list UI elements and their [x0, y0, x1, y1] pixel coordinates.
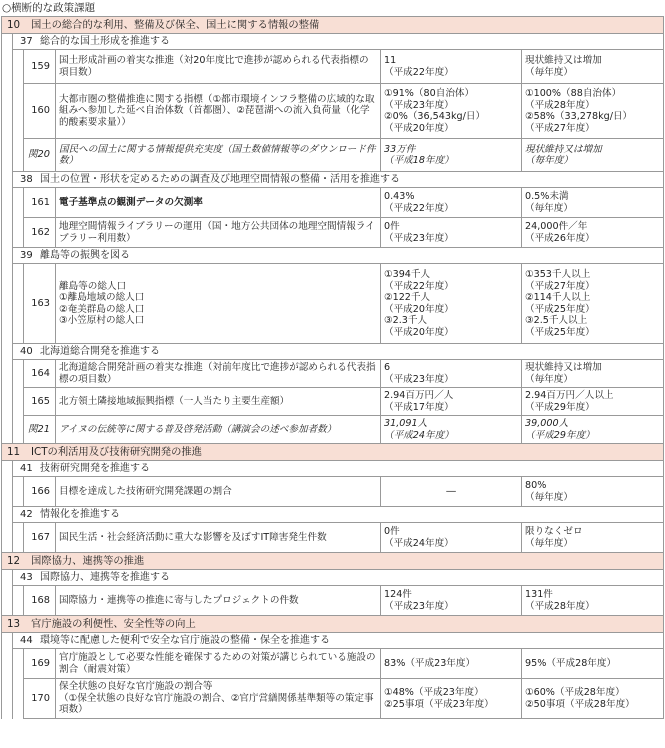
policy-number: 39	[20, 249, 33, 261]
policy-row	[2, 248, 664, 264]
baseline-value: 2.94百万円／人 （平成17年度）	[381, 388, 522, 416]
indicator-description: 地理空間情報ライブラリーの運用（国・地方公共団体の地理空間情報ライブラリー利用数）	[56, 218, 381, 248]
indicator-description: 国民への国土に関する情報提供充実度（国土数値情報等のダウンロード件数）	[56, 139, 381, 172]
policy-number: 40	[20, 345, 33, 357]
target-value: 現状維持又は増加 （毎年度）	[522, 360, 664, 388]
target-value: 0.5%未満 （毎年度）	[522, 188, 664, 218]
policy-title: 国際協力、連携等を推進する	[40, 571, 170, 583]
policy-row	[2, 570, 664, 586]
indicator-number: 170	[24, 679, 56, 719]
indicator-row	[2, 50, 664, 84]
policy-row	[2, 507, 664, 523]
baseline-value: 6 （平成23年度）	[381, 360, 522, 388]
policy-number: 38	[20, 173, 33, 185]
indicator-number: 163	[24, 264, 56, 344]
target-value: 現状維持又は増加 （毎年度）	[522, 139, 664, 172]
indicator-description: 官庁施設として必要な性能を確保するための対策が講じられている施設の割合（耐震対策）	[56, 649, 381, 679]
policy-row	[2, 633, 664, 649]
indicator-number: 160	[24, 84, 56, 139]
page-title: ○横断的な政策課題	[2, 2, 96, 14]
section-row	[2, 444, 664, 461]
target-value: 39,000人 （平成29年度）	[522, 416, 664, 444]
indicator-number: 167	[24, 523, 56, 553]
policy-row	[2, 344, 664, 360]
section-title: 国際協力、連携等の推進	[31, 554, 145, 567]
indicator-row	[2, 218, 664, 248]
indicator-number: 165	[24, 388, 56, 416]
indicator-number: 169	[24, 649, 56, 679]
indicator-row	[2, 649, 664, 679]
baseline-value: 0.43% （平成22年度）	[381, 188, 522, 218]
baseline-value: ①394千人 （平成22年度） ②122千人 （平成20年度） ③2.3千人 （平成20年度）	[381, 264, 522, 344]
policy-title: 環境等に配慮した便利で安全な官庁施設の整備・保全を推進する	[40, 634, 330, 646]
baseline-value: 11 （平成22年度）	[381, 50, 522, 84]
policy-number: 44	[20, 634, 33, 646]
indicator-row	[2, 84, 664, 139]
target-value: ①100%（88自治体） （平成28年度） ②58%（33,278kg/日） （平成27年度）	[522, 84, 664, 139]
section-number: 10	[7, 18, 21, 31]
target-value: 2.94百万円／人以上 （平成29年度）	[522, 388, 664, 416]
target-value: 24,000件／年 （平成26年度）	[522, 218, 664, 248]
section-row	[2, 17, 664, 34]
baseline-value: 0件 （平成23年度）	[381, 218, 522, 248]
section-title: 国土の総合的な利用、整備及び保全、国土に関する情報の整備	[31, 18, 320, 31]
indicator-row	[2, 586, 664, 616]
policy-title: 離島等の振興を図る	[40, 249, 130, 261]
section-number: 13	[7, 617, 21, 630]
indicator-description: 大都市圏の整備推進に関する指標（①都市環境インフラ整備の広域的な取組みへ参加した延べ自治体数（首都圏）、②琵琶湖への流入負荷量（化学的酸素要求量））	[56, 84, 381, 139]
baseline-value: ①91%（80自治体） （平成23年度） ②0%（36,543kg/日） （平成20年度）	[381, 84, 522, 139]
indicator-row	[2, 264, 664, 344]
section-number: 11	[7, 445, 21, 458]
indicator-description: 国土形成計画の着実な推進（対20年度比で進捗が認められる代表指標の項目数）	[56, 50, 381, 84]
section-row	[2, 553, 664, 570]
indicator-number: 161	[24, 188, 56, 218]
indicator-description: アイヌの伝統等に関する普及啓発活動（講演会の述べ参加者数）	[56, 416, 381, 444]
baseline-value: 124件 （平成23年度）	[381, 586, 522, 616]
target-value: 131件 （平成28年度）	[522, 586, 664, 616]
indicator-row	[2, 188, 664, 218]
indicator-number: 168	[24, 586, 56, 616]
policy-table	[1, 16, 664, 719]
indicator-description: 目標を達成した技術研究開発課題の割合	[56, 477, 381, 507]
section-title: 官庁施設の利便性、安全性等の向上	[31, 617, 196, 630]
target-value: 95%（平成28年度）	[522, 649, 664, 679]
baseline-value: 33万件 （平成18年度）	[381, 139, 522, 172]
policy-number: 42	[20, 508, 33, 520]
policy-title: 北海道総合開発を推進する	[40, 345, 160, 357]
baseline-value: ①48%（平成23年度） ②25事項（平成23年度）	[381, 679, 522, 719]
indicator-row	[2, 679, 664, 719]
indicator-row	[2, 360, 664, 388]
target-value: 80% （毎年度）	[522, 477, 664, 507]
section-number: 12	[7, 554, 21, 567]
indicator-row	[2, 477, 664, 507]
indicator-row	[2, 416, 664, 444]
target-value: ①60%（平成28年度） ②50事項（平成28年度）	[522, 679, 664, 719]
indicator-description: 国際協力・連携等の推進に寄与したプロジェクトの件数	[56, 586, 381, 616]
indicator-number: 164	[24, 360, 56, 388]
indicator-number: 159	[24, 50, 56, 84]
policy-row	[2, 34, 664, 50]
policy-title: 総合的な国土形成を推進する	[40, 35, 170, 47]
section-title: ICTの利活用及び技術研究開発の推進	[31, 445, 202, 458]
policy-title: 技術研究開発を推進する	[40, 462, 150, 474]
indicator-row	[2, 388, 664, 416]
policy-row	[2, 461, 664, 477]
policy-title: 国土の位置・形状を定めるための調査及び地理空間情報の整備・活用を推進する	[40, 173, 400, 185]
policy-number: 43	[20, 571, 33, 583]
indicator-description: 北方領土隣接地域振興指標（一人当たり主要生産額）	[56, 388, 381, 416]
indicator-number: 関20	[24, 139, 56, 172]
baseline-value: 0件 （平成24年度）	[381, 523, 522, 553]
target-value: 現状維持又は増加 （毎年度）	[522, 50, 664, 84]
indicator-description: 電子基準点の観測データの欠測率	[56, 188, 381, 218]
indicator-row	[2, 523, 664, 553]
target-value: 限りなくゼロ （毎年度）	[522, 523, 664, 553]
section-row	[2, 616, 664, 633]
baseline-value: 31,091人 （平成24年度）	[381, 416, 522, 444]
indicator-description: 保全状態の良好な官庁施設の割合等 （①保全状態の良好な官庁施設の割合、②官庁営繕関係基準類等の策定事項数）	[56, 679, 381, 719]
baseline-value: 83%（平成23年度）	[381, 649, 522, 679]
indicator-description: 北海道総合開発計画の着実な推進（対前年度比で進捗が認められる代表指標の項目数）	[56, 360, 381, 388]
indicator-number: 166	[24, 477, 56, 507]
baseline-value: ―	[381, 477, 522, 507]
policy-row	[2, 172, 664, 188]
indicator-number: 162	[24, 218, 56, 248]
target-value: ①353千人以上 （平成27年度） ②114千人以上 （平成25年度） ③2.5千人以上 （平成25年度）	[522, 264, 664, 344]
indicator-description: 離島等の総人口 ①離島地域の総人口 ②奄美群島の総人口 ③小笠原村の総人口	[56, 264, 381, 344]
policy-title: 情報化を推進する	[40, 508, 120, 520]
indicator-description: 国民生活・社会経済活動に重大な影響を及ぼすIT障害発生件数	[56, 523, 381, 553]
policy-number: 41	[20, 462, 33, 474]
indicator-row	[2, 139, 664, 172]
policy-number: 37	[20, 35, 33, 47]
indent-cell	[2, 34, 13, 50]
indicator-number: 関21	[24, 416, 56, 444]
